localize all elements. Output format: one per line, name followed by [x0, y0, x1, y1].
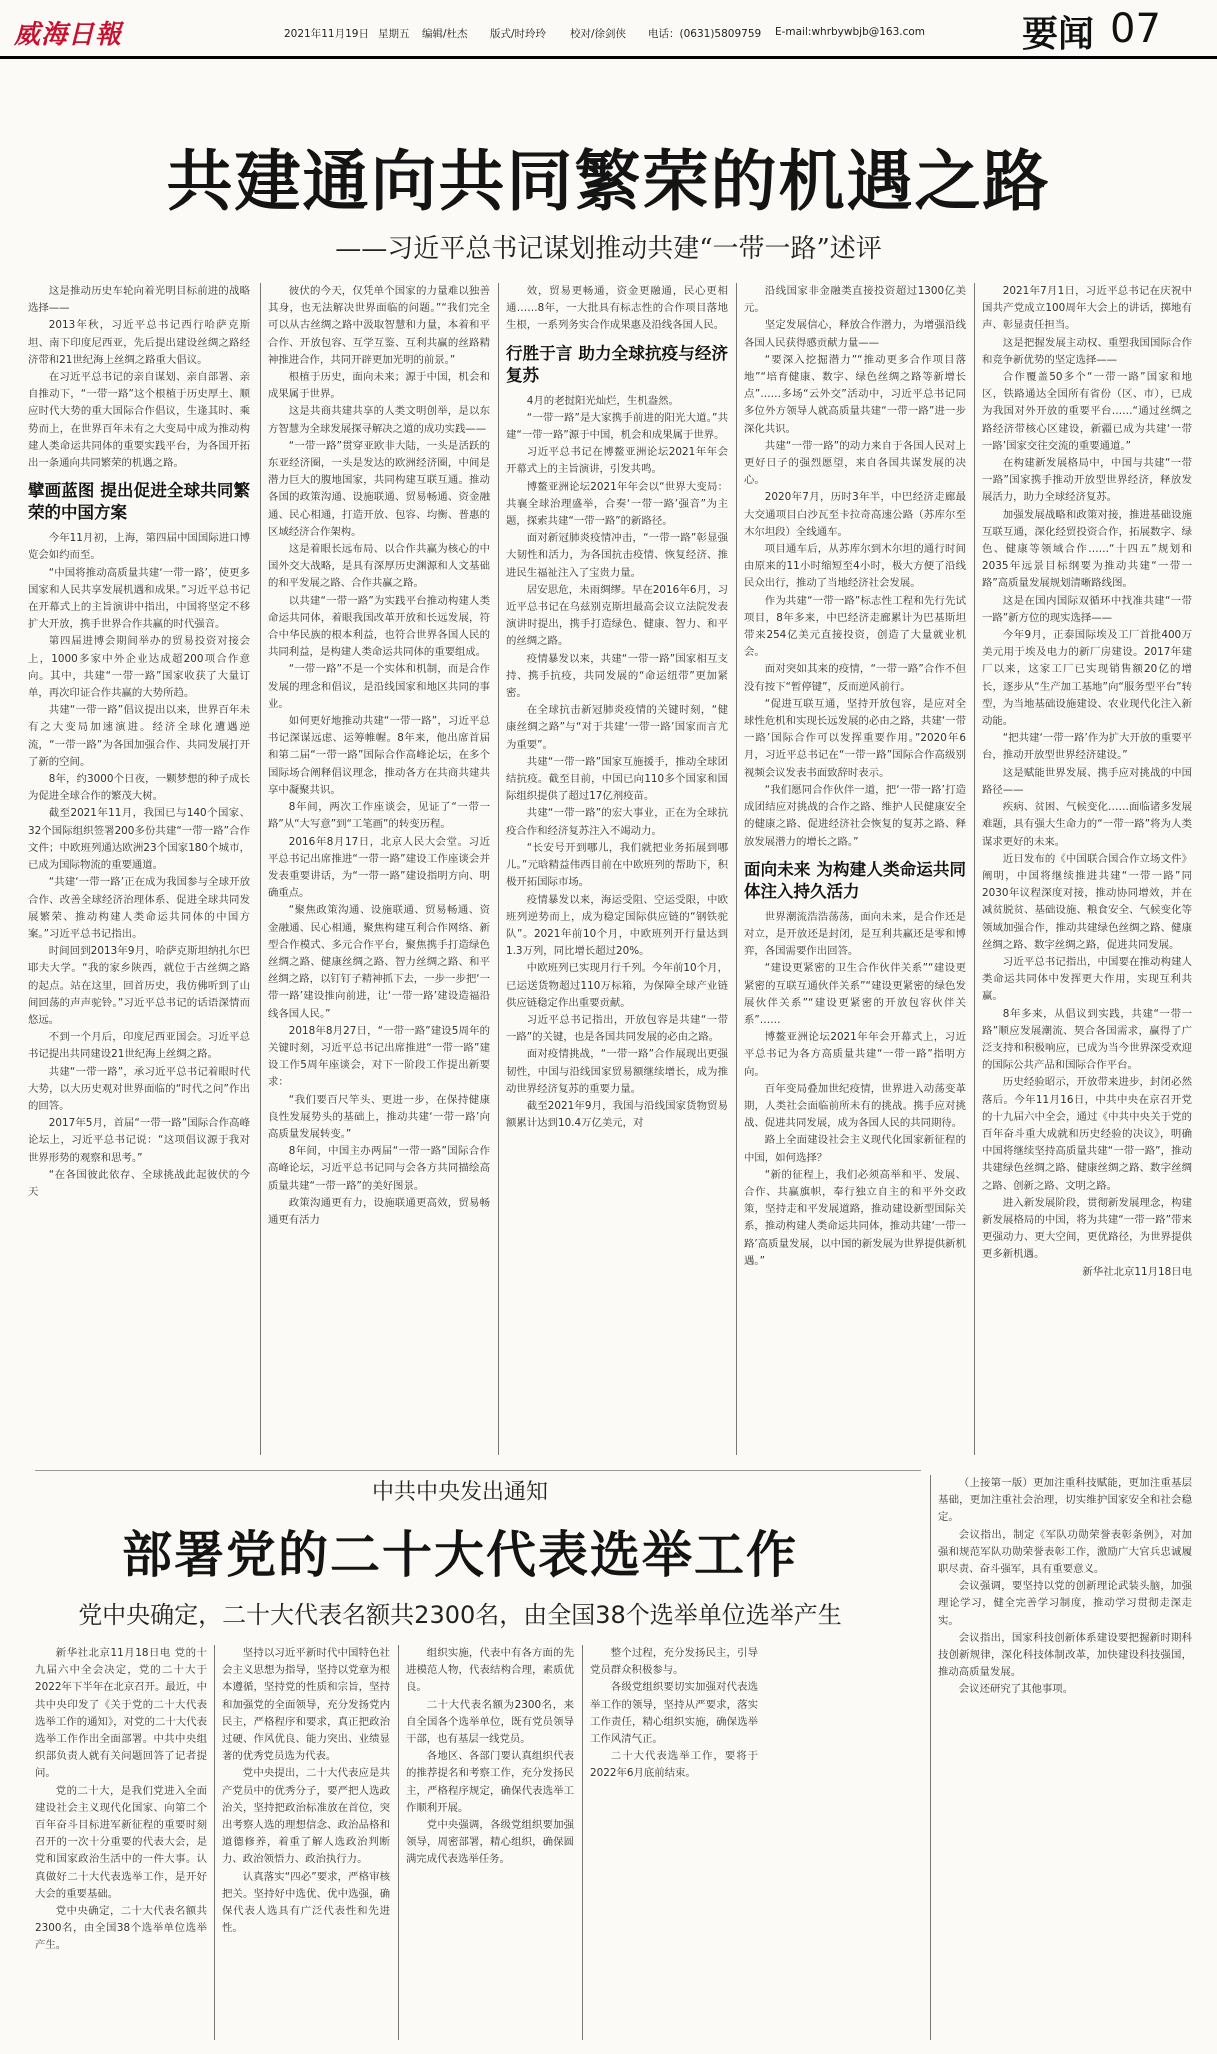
- paragraph: 二十大代表选举工作，要将于2022年6月底前结束。: [590, 1750, 758, 1780]
- main-headline: 共建通向共同繁荣的机遇之路: [166, 142, 1051, 220]
- lower-kicker: 中共中央发出通知: [371, 1480, 548, 1505]
- paragraph: 彼伏的今天，仅凭单个国家的力量难以独善其身，也无法解决世界面临的问题。”“我们完全可以从古丝绸之路中汲取智慧和力量，本着和平合作、开放包容、互学互鉴、互利共赢的丝路精神推进合作，共同开辟更加光明的前景。”: [268, 285, 490, 366]
- paragraph: “要深入挖掘潜力”“推动更多合作项目落地”“培育健康、数字、绿色丝绸之路等新增长点”……多场“云外交”活动中，习近平总书记同多位外方领导人就高质量共建“一带一路”进一步深化共识。: [744, 353, 966, 435]
- page-number: 07: [1110, 6, 1161, 52]
- paragraph: 进入新发展阶段，贯彻新发展理念，构建新发展格局的中国，将为共建“一带一路”带来更强动力、更大空间，更优路径，为世界提供更多新机遇。: [982, 1196, 1192, 1261]
- paragraph: “共建‘一带一路’正在成为我国参与全球开放合作、改善全球经济治理体系、促进全球共同发展繁荣、推动构建人类命运共同体的中国方案。”习近平总书记指出。: [28, 876, 250, 940]
- paragraph: “聚焦政策沟通、设施联通、贸易畅通、资金融通、民心相通，聚焦构建互利合作网络、新型合作模式、多元合作平台，聚焦携手打造绿色丝绸之路、健康丝绸之路、智力丝绸之路、和平丝绸之路，以钉钉子精神抓下去，一步一步把‘一带一路’建设推向前进，让‘一带一路’建设造福沿线各国人民。”: [268, 904, 490, 1020]
- subhead: 面向未来 为构建人类命运共同体注入持久活力: [744, 859, 966, 901]
- paragraph: 8年间，两次工作座谈会，见证了“一带一路”从“大写意”到“工笔画”的转变历程。: [268, 801, 490, 831]
- lower-article-rule: [35, 1470, 921, 1471]
- design-credit: 版式/时玲玲: [490, 28, 547, 40]
- paragraph: 这是推动历史车轮向着光明目标前进的战略选择——: [28, 285, 250, 315]
- paragraph: 2021年7月1日，习近平总书记在庆祝中国共产党成立100周年大会上的讲话，掷地有声、彰显责任担当。: [982, 285, 1192, 332]
- paragraph: （上接第一版）更加注重科技赋能，更加注重基层基础，更加注重社会治理，切实维护国家安全和社会稳定。: [938, 1477, 1192, 1524]
- paragraph: 世界潮流浩浩荡荡，面向未来，是合作还是对立，是开放还是封闭，是互利共赢还是零和博弈，各国需要作出回答。: [744, 910, 966, 958]
- paragraph: 这是赋能世界发展、携手应对挑战的中国路径——: [982, 766, 1192, 796]
- email-address: E-mail:whrbywbjb@163.com: [775, 26, 926, 38]
- paragraph: 共建“一带一路”国家互施援手，推动全球团结抗疫。截至目前，中国已向110多个国家和国际组织提供了超过17亿剂疫苗。: [506, 755, 728, 803]
- paragraph: 百年变局叠加世纪疫情，世界进入动荡变革期，人类社会面临前所未有的挑战。携手应对挑战、促进共同发展，成为各国人民的共同期待。: [744, 1082, 966, 1130]
- column-divider: [974, 283, 975, 1455]
- paragraph: 这是在国内国际双循环中找准共建“一带一路”新方位的现实选择——: [982, 594, 1192, 624]
- paragraph: 在全球抗击新冠肺炎疫情的关键时刻，“健康丝绸之路”与“对于共建‘一带一路’国家而言尤为重要”。: [506, 704, 728, 751]
- paragraph: 共建“一带一路”的动力来自于各国人民对上更好日子的强烈愿望，来自各国共谋发展的决心。: [744, 439, 966, 487]
- paragraph: 各地区、各部门要认真组织代表的推荐提名和考察工作，充分发扬民主，严格程序规定，确保代表选举工作顺利开展。: [406, 1750, 574, 1814]
- paragraph: 2016年8月17日，北京人民大会堂。习近平总书记出席推进“一带一路”建设工作座谈会并发表重要讲话，为“一带一路”建设指明方向、明确重点。: [268, 835, 490, 900]
- paragraph: 党中央提出，二十大代表应是共产党员中的优秀分子，要严把人选政治关，坚持把政治标准放在首位，突出考察人选的理想信念、政治品格和道德修养，着重了解人选政治判断力、政治领悟力、政治执行力。: [222, 1767, 390, 1866]
- paragraph: 根植于历史，面向未来；源于中国，机会和成果属于世界。: [268, 371, 490, 401]
- article2-column-1: [35, 1645, 207, 2040]
- column-divider: [498, 283, 499, 1455]
- article2-column-2: [222, 1645, 390, 2040]
- masthead-rule: [0, 56, 1217, 59]
- editor-credit: 编辑/杜杰: [422, 28, 468, 40]
- paragraph: 认真落实“四必”要求，严格审核把关。坚持好中选优、优中选强，确保代表人选具有广泛代表性和先进性。: [222, 1870, 390, 1935]
- paragraph: 习近平总书记在博鳌亚洲论坛2021年年会开幕式上的主旨演讲，引发共鸣。: [506, 446, 728, 476]
- paragraph: 整个过程，充分发扬民主，引导党员群众积极参与。: [590, 1647, 758, 1677]
- paragraph: 会议指出，制定《军队功勋荣誉表彰条例》，对加强和规范军队功勋荣誉表彰工作，激励广大官兵忠诚履职尽责、奋斗强军，具有重要意义。: [938, 1528, 1192, 1576]
- paragraph: 如何更好地推动共建“一带一路”，习近平总书记深谋远虑、运筹帷幄。8年来，他出席首届和第二届“一带一路”国际合作高峰论坛，在多个国际场合阐释倡议理念，推动各方在共商共建共享中凝聚共识。: [268, 715, 490, 796]
- paragraph: 组织实施，代表中有各方面的先进模范人物，代表结构合理，素质优良。: [406, 1647, 574, 1694]
- paragraph: 会议强调，要坚持以党的创新理论武装头脑，加强理论学习，健全完善学习制度，推动学习贯彻走深走实。: [938, 1580, 1192, 1627]
- paragraph: 4月的老挝阳光灿烂，生机盎然。: [526, 394, 679, 407]
- column-divider: [260, 283, 261, 1455]
- paragraph: “长安号开到哪儿，我们就把业务拓展到哪儿。”元晗精益伟西目前在中欧班列的帮助下，积极开拓国际市场。: [506, 841, 728, 889]
- paragraph: 疫情暴发以来，海运受阻、空运受限，中欧班列逆势而上，成为稳定国际供应链的“钢铁驼队”。2021年前10个月，中欧班列开行量达到1.3万列，同比增长超过20%。: [506, 893, 728, 958]
- paragraph: 8年间，中国主办两届“一带一路”国际合作高峰论坛，习近平总书记同与会各方共同描绘高质量共建“一带一路”的美好图景。: [268, 1145, 490, 1192]
- article2-column-3: [406, 1645, 574, 2040]
- paragraph: “一带一路”贯穿亚欧非大陆，一头是活跃的东亚经济圈，一头是发达的欧洲经济圈，中间是潜力巨大的腹地国家，共同构建互联互通。推动各国的政策沟通、设施联通、贸易畅通、资金融通、民心相通，打造开放、包容、均衡、普惠的区域经济合作架构。: [268, 439, 490, 538]
- paragraph: “一带一路”不是一个实体和机制，而是合作发展的理念和倡议，是沿线国家和地区共同的事业。: [268, 663, 490, 710]
- paragraph: 这是着眼长远布局、以合作共赢为核心的中国外交大战略，是具有深厚历史渊源和人文基础的和平发展之路、合作共赢之路。: [268, 543, 490, 590]
- paragraph: 2017年5月，首届“一带一路”国际合作高峰论坛上，习近平总书记说：“这项倡议源于我对世界形势的观察和思考。”: [28, 1117, 250, 1164]
- masthead: [0, 0, 1217, 78]
- issue-date: 2021年11月19日: [284, 28, 369, 40]
- paragraph: “中国将推动高质量共建‘一带一路’，使更多国家和人民共享发展机遇和成果。”习近平总书记在开幕式上的主旨演讲中指出，中国将坚定不移扩大开放，携手世界合作共赢的时代强音。: [28, 566, 250, 631]
- paragraph: 今年11月初，上海，第四届中国国际进口博览会如约而至。: [28, 532, 250, 562]
- paragraph: 第四届进博会期间举办的贸易投资对接会上，1000多家中外企业达成超200项合作意向。其中，共建“一带一路”国家收获了大量订单，再次印证合作共赢的大势所趋。: [28, 635, 250, 700]
- article1-column-2: [268, 283, 490, 1455]
- paragraph: 习近平总书记指出，开放包容是共建“一带一路”的关键，也是各国共同发展的必由之路。: [506, 1013, 728, 1044]
- paragraph: 作为共建“一带一路”标志性工程和先行先试项目，8年多来，中巴经济走廊累计为巴基斯坦带来254亿美元直接投资，创造了大量就业机会。: [744, 594, 966, 659]
- article1-column-5: [982, 283, 1192, 1455]
- paragraph: 这是把握发展主动权、重塑我国国际合作和竞争新优势的坚定选择——: [982, 336, 1192, 366]
- article1-column-4: [744, 283, 966, 1455]
- paragraph: 坚定发展信心，释放合作潜力，为增强沿线各国人民获得感贡献力量——: [744, 319, 966, 349]
- paragraph: 共建“一带一路”的宏大事业，正在为全球抗疫合作和经济复苏注入不竭动力。: [506, 807, 728, 837]
- column-divider: [930, 1475, 931, 2040]
- paragraph: 合作覆盖50多个“一带一路”国家和地区，铁路通达全国所有省份（区、市），已成为我国对外开放的重要平台……“通过丝绸之路经济带核心区建设，新疆已成为共建‘一带一路’国家交往交流的重要通道。”: [982, 371, 1192, 452]
- paragraph: 新华社北京11月18日电: [1082, 1265, 1192, 1278]
- paragraph: 面对疫情挑战，“一带一路”合作展现出更强韧性，中国与沿线国家贸易额继续增长，成为推动世界经济复苏的重要力量。: [506, 1048, 728, 1095]
- newspaper-logo: 威海日報: [14, 20, 123, 50]
- paragraph: “促进互联互通，坚持开放包容，是应对全球性危机和实现长远发展的必由之路，共建‘一带一路’国际合作可以发挥重要作用。”2020年6月，习近平总书记在“一带一路”国际合作高级别视频会议发表书面致辞时表示。: [744, 697, 966, 779]
- paragraph: 沿线国家非金融类直接投资超过1300亿美元。: [744, 285, 966, 315]
- paragraph: 坚持以习近平新时代中国特色社会主义思想为指导，坚持以党章为根本遵循，坚持党的性质和宗旨，坚持和加强党的全面领导，充分发扬党内民主，严格程序和要求，真正把政治过硬、作风优良、能力突出、业绩显著的优秀党员选为代表。: [222, 1647, 390, 1763]
- paragraph: 这是共商共建共享的人类文明创举，是以东方智慧为全球发展探寻解决之道的成功实践——: [268, 405, 490, 435]
- article1-column-3: [506, 283, 728, 1455]
- paragraph: 时间回到2013年9月，哈萨克斯坦纳扎尔巴耶夫大学。“我的家乡陕西，就位于古丝绸之路的起点。站在这里，回首历史，我仿佛听到了山间回荡的声声驼铃。”习近平总书记的话语深情而悠远。: [28, 945, 250, 1026]
- paragraph: 共建“一带一路”倡议提出以来，世界百年未有之大变局加速演进。经济全球化遭遇逆流，“一带一路”为各国加强合作、共同发展打开了新的空间。: [28, 704, 250, 768]
- paragraph: 2018年8月27日，“一带一路”建设5周年的关键时刻，习近平总书记出席推进“一带一路”建设工作5周年座谈会，对下一阶段工作提出新要求：: [268, 1024, 490, 1089]
- article1-column-1: [28, 283, 250, 1455]
- column-divider: [214, 1645, 215, 2040]
- subhead: 擘画蓝图 提出促进全球共同繁荣的中国方案: [28, 481, 250, 523]
- paragraph: 党中央确定，二十大代表名额共2300名，由全国38个选举单位选举产生。: [35, 1905, 207, 1952]
- paragraph: “新的征程上，我们必须高举和平、发展、合作、共赢旗帜，奉行独立自主的和平外交政策，坚持走和平发展道路，推动建设新型国际关系，推动构建人类命运共同体，推动共建‘一带一路’高质量发展，以中国的新发展为世界提供新机遇。”: [744, 1168, 966, 1267]
- paragraph: 在构建新发展格局中，中国与共建“一带一路”国家携手推动开放型世界经济，释放发展活力，助力全球经济复苏。: [982, 457, 1192, 504]
- article2-column-5: [938, 1475, 1192, 2040]
- paragraph: 政策沟通更有力，设施联通更高效，贸易畅通更有活力: [268, 1196, 490, 1226]
- phone-number: 电话：(0631)5809759: [648, 28, 762, 40]
- column-divider: [736, 283, 737, 1455]
- paragraph: 党中央强调，各级党组织要加强领导，周密部署，精心组织，确保圆满完成代表选举任务。: [406, 1819, 574, 1866]
- paragraph: 近日发布的《中国联合国合作立场文件》阐明，中国将继续推进共建“一带一路”同2030年议程深度对接，推动协同增效，并在减贫脱贫、基础设施、粮食安全、气候变化等领域加强合作，推动共建绿色丝绸之路、健康丝绸之路、数字丝绸之路，促进共同发展。: [982, 852, 1192, 951]
- column-divider: [582, 1645, 583, 2040]
- paragraph: 路上全面建设社会主义现代化国家新征程的中国，如何选择？: [744, 1134, 966, 1164]
- paragraph: 以共建“一带一路”为实践平台推动构建人类命运共同体，着眼我国改革开放和长远发展，符合中华民族的根本利益，也符合世界各国人民的共同利益，是构建人类命运共同体的重要组成。: [268, 594, 490, 659]
- lower-headline: 部署党的二十大代表选举工作: [122, 1525, 798, 1584]
- paragraph: 中欧班列已实现月行千列。今年前10个月，已运送货物超过110万标箱，为保障全球产业链供应链稳定作出重要贡献。: [506, 962, 728, 1009]
- paragraph: 疾病、贫困、气候变化……面临诸多发展难题，具有强大生命力的“一带一路”将为人类谋求更好的未来。: [982, 801, 1192, 848]
- main-subheadline: ——习近平总书记谋划推动共建“一带一路”述评: [335, 234, 882, 264]
- section-title: 要闻: [1022, 13, 1095, 55]
- paragraph: 加强发展战略和政策对接，推进基础设施互联互通，深化经贸投资合作，拓展数字、绿色、健康等领域合作……“十四五”规划和2035年远景目标纲要为推动共建“一带一路”高质量发展规划清晰路线图。: [982, 508, 1192, 590]
- paragraph: 今年9月，正泰国际埃及工厂首批400万美元用于埃及电力的新厂房建设。2017年建厂以来，这家工厂已实现销售额20亿的增长，逐步从“生产加工基地”向“服务型平台”转型，为当地基础设施建设、农业现代化注入新动能。: [982, 629, 1192, 728]
- proof-credit: 校对/徐剑侠: [570, 28, 627, 40]
- lower-subheadline: 党中央确定，二十大代表名额共2300名，由全国38个选举单位选举产生: [78, 1601, 842, 1629]
- subhead: 行胜于言 助力全球抗疫与经济复苏: [506, 343, 728, 385]
- paragraph: 居安思危，未雨绸缪。早在2016年6月，习近平总书记在乌兹别克斯坦最高会议立法院发表演讲时提出，携手打造绿色、健康、智力、和平的丝绸之路。: [506, 583, 728, 648]
- paragraph: “一带一路”是大家携手前进的阳光大道。”共建“一带一路”源于中国，机会和成果属于世界。: [506, 411, 728, 442]
- paragraph: 截至2021年11月，我国已与140个国家、32个国际组织签署200多份共建“一带一路”合作文件；中欧班列通达欧洲23个国家180个城市，已成为国际物流的重要通道。: [28, 807, 250, 872]
- paragraph: “我们要百尺竿头、更进一步，在保持健康良性发展势头的基础上，推动共建‘一带一路’向高质量发展转变。”: [268, 1093, 490, 1140]
- paragraph: 疫情暴发以来，共建“一带一路”国家相互支持、携手抗疫，共同发展的“命运纽带”更加紧密。: [506, 652, 728, 700]
- paragraph: 二十大代表名额为2300名，来自全国各个选举单位，既有党员领导干部，也有基层一线党员。: [406, 1698, 574, 1746]
- paragraph: 会议指出，国家科技创新体系建设要把握新时期科技创新规律，深化科技体制改革，加快建设科技强国，推动高质量发展。: [938, 1631, 1192, 1679]
- paragraph: 各级党组织要切实加强对代表选举工作的领导，坚持从严要求，落实工作责任，精心组织实施，确保选举工作风清气正。: [590, 1681, 758, 1746]
- paragraph: 面对新冠肺炎疫情冲击，“一带一路”彰显强大韧性和活力，为各国抗击疫情、恢复经济、推进民生福祉注入了宝贵力量。: [506, 532, 728, 579]
- paragraph: “建设更紧密的卫生合作伙伴关系”“建设更紧密的互联互通伙伴关系”“建设更紧密的绿色发展伙伴关系”“建设更紧密的开放包容伙伴关系”……: [744, 962, 966, 1026]
- paragraph: 面对突如其来的疫情，“一带一路”合作不但没有按下“暂停键”，反而逆风前行。: [744, 663, 966, 693]
- paragraph: 项目通车后，从苏库尔到木尔坦的通行时间由原来的11小时缩短至4小时，极大方便了沿线民众出行，推动了当地经济社会发展。: [744, 543, 966, 590]
- issue-weekday: 星期五: [378, 28, 410, 40]
- paragraph: 会议还研究了其他事项。: [958, 1683, 1074, 1696]
- paragraph: 截至2021年9月，我国与沿线国家货物贸易额累计达到10.4万亿美元，对: [506, 1099, 728, 1130]
- paragraph: 8年多来，从倡议到实践，共建“一带一路”顺应发展潮流、契合各国需求，赢得了广泛支持和积极响应，已成为当今世界深受欢迎的国际公共产品和国际合作平台。: [982, 1007, 1192, 1072]
- paragraph: 在习近平总书记的亲自谋划、亲自部署、亲自推动下，“一带一路”这个根植于历史厚土、顺应时代大势的重大国际合作倡议，生逢其时、乘势而上，在世界百年未有之大变局中成为推动构建人类命运共同体的重要实践平台，为各国开拓出一条通向共同繁荣的机遇之路。: [28, 371, 250, 470]
- paragraph: 党的二十大，是我们党进入全面建设社会主义现代化国家、向第二个百年奋斗目标进军新征程的重要时刻召开的一次十分重要的代表大会，是党和国家政治生活中的一件大事。认真做好二十大代表选举工作，是开好大会的重要基础。: [35, 1784, 207, 1900]
- article2-column-4: [590, 1645, 758, 2040]
- paragraph: 博鳌亚洲论坛2021年年会开幕式上，习近平总书记为各方高质量共建“一带一路”指明方向。: [744, 1031, 966, 1078]
- paragraph: 历史经验昭示，开放带来进步，封闭必然落后。今年11月16日，中共中央在京召开党的十九届六中全会，通过《中共中央关于党的百年奋斗重大成就和历史经验的决议》，明确中国将继续坚持高质量共建“一带一路”，推动共建绿色丝绸之路、健康丝绸之路、数字丝绸之路、创新之路、文明之路。: [982, 1076, 1192, 1192]
- paragraph: 2013年秋，习近平总书记西行哈萨克斯坦、南下印度尼西亚，先后提出建设丝绸之路经济带和21世纪海上丝绸之路重大倡议。: [28, 319, 250, 366]
- paragraph: “把共建‘一带一路’作为扩大开放的重要平台，推动开放型世界经济建设。”: [982, 732, 1192, 762]
- paragraph: 共建“一带一路”，承习近平总书记着眼时代大势，以大历史观对世界面临的“时代之问”作出的回答。: [28, 1065, 250, 1112]
- paragraph: 2020年7月，历时3年半，中巴经济走廊最大交通项目白沙瓦至卡拉奇高速公路（苏库尔至木尔坦段）全线通车。: [744, 491, 966, 538]
- paragraph: 新华社北京11月18日电 党的十九届六中全会决定，党的二十大于2022年下半年在北京召开。最近，中共中央印发了《关于党的二十大代表选举工作的通知》，对党的二十大代表选举工作作出全面部署。中共中央组织部负责人就有关问题回答了记者提问。: [35, 1647, 207, 1780]
- paragraph: “在各国彼此依存、全球挑战此起彼伏的今天: [28, 1168, 250, 1198]
- column-divider: [398, 1645, 399, 2040]
- paragraph: 博鳌亚洲论坛2021年年会以“世界大变局：共襄全球治理盛举，合奏‘一带一路’强音”为主题，探索共建“一带一路”的新路径。: [506, 480, 728, 528]
- paragraph: 8年，约3000个日夜，一颗梦想的种子成长为促进全球合作的繁茂大树。: [28, 773, 250, 803]
- paragraph: 不到一个月后，印度尼西亚国会。习近平总书记提出共同建设21世纪海上丝绸之路。: [28, 1031, 250, 1061]
- paragraph: “我们愿同合作伙伴一道，把‘一带一路’打造成团结应对挑战的合作之路、维护人民健康安全的健康之路、促进经济社会恢复的复苏之路、释放发展潜力的增长之路。”: [744, 783, 966, 848]
- paragraph: 效，贸易更畅通，资金更融通，民心更相通……8年，一大批具有标志性的合作项目落地生根，一系列务实合作成果惠及沿线各国人民。: [506, 285, 728, 332]
- paragraph: 习近平总书记指出，中国要在推动构建人类命运共同体中发挥更大作用，实现互利共赢。: [982, 955, 1192, 1003]
